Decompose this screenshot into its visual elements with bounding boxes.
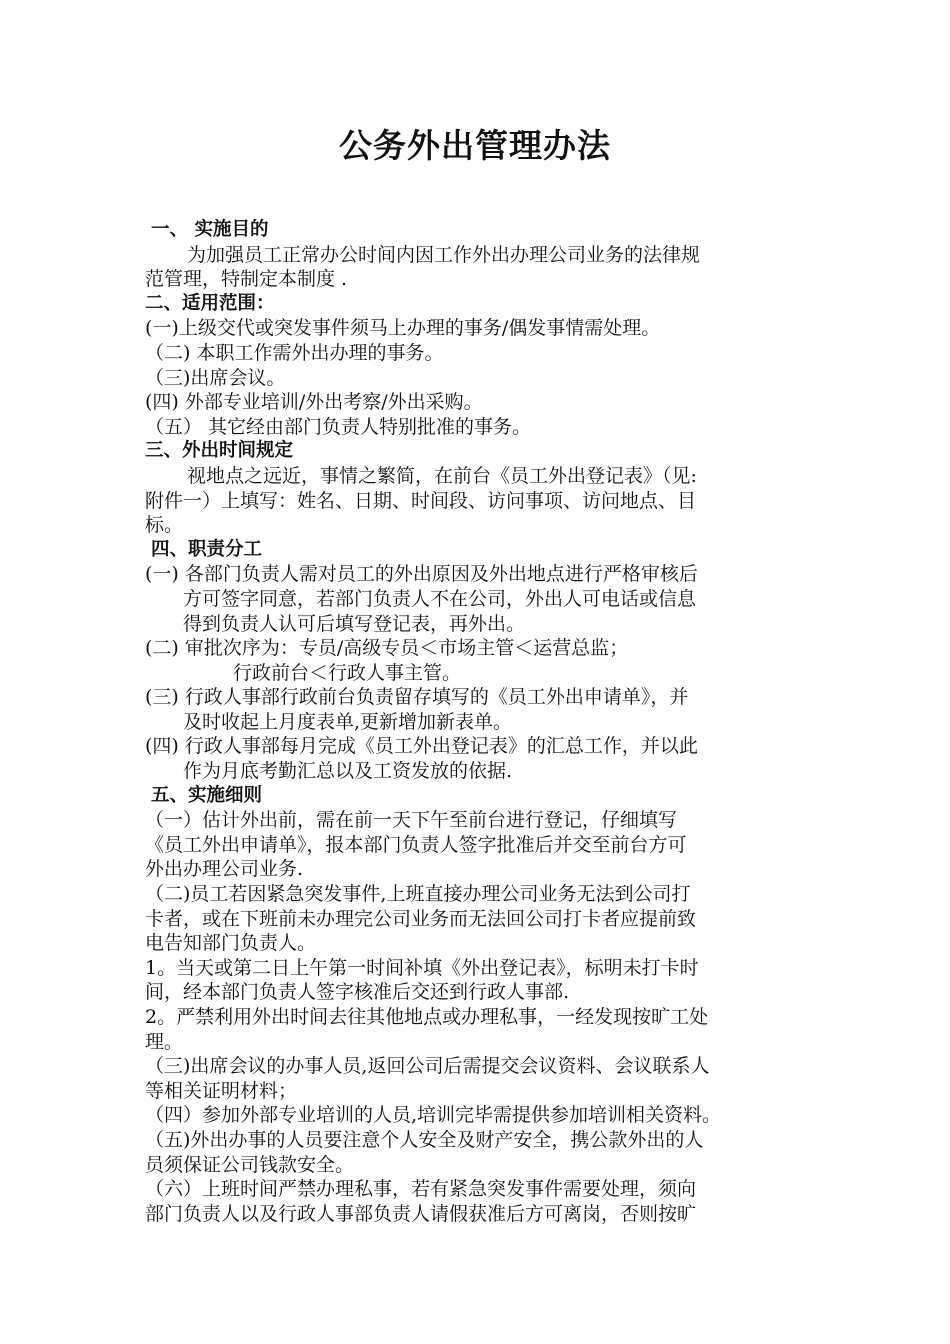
paragraph-line: （五)外出办事的人员要注意个人安全及财产安全，携公款外出的人 [145, 1128, 704, 1151]
paragraph-line: 员须保证公司钱款安全。 [145, 1153, 355, 1176]
paragraph-line: 等相关证明材料； [145, 1079, 298, 1102]
paragraph-line: （三)出席会议的办事人员,返回公司后需提交会议资料、会议联系人 [145, 1055, 710, 1078]
paragraph-line: 附件一）上填写：姓名、日期、时间段、访问事项、访问地点、目 [145, 489, 697, 512]
section-heading-responsibilities: 四、职责分工 [151, 538, 263, 560]
list-item: (一) 各部门负责人需对员工的外出原因及外出地点进行严格审核后 [145, 563, 698, 586]
paragraph-line: 卡者，或在下班前未办理完公司业务而无法回公司打卡者应提前致 [145, 907, 697, 930]
list-item-continuation: 作为月底考勤汇总以及工资发放的依据. [183, 760, 513, 783]
paragraph-line: （六）上班时间严禁办理私事，若有紧急突发事件需要处理，须向 [145, 1178, 697, 1201]
list-item: (四) 外部专业培训/外出考察/外出采购。 [145, 391, 483, 414]
paragraph-line: （二)员工若因紧急突发事件,上班直接办理公司业务无法到公司打 [145, 883, 691, 906]
list-item: (三) 行政人事部行政前台负责留存填写的《员工外出申请单》，并 [145, 686, 689, 709]
paragraph-line: 理。 [145, 1030, 184, 1053]
list-item: (四) 行政人事部每月完成《员工外出登记表》的汇总工作，并以此 [145, 735, 698, 758]
paragraph-line: 间，经本部门负责人签字核准后交还到行政人事部. [145, 981, 570, 1004]
paragraph-line: 为加强员工正常办公时间内因工作外出办理公司业务的法律规 [187, 243, 701, 266]
paragraph-line: 视地点之远近，事情之繁简，在前台《员工外出登记表》（见: [187, 464, 697, 487]
list-item-continuation: 得到负责人认可后填写登记表，再外出。 [183, 612, 526, 635]
list-item-continuation: 方可签字同意，若部门负责人不在公司，外出人可电话或信息 [183, 587, 697, 610]
list-item-continuation: 行政前台＜行政人事主管。 [233, 661, 462, 684]
paragraph-line: 《员工外出申请单》，报本部门负责人签字批准后并交至前台方可 [145, 833, 687, 856]
list-item: （五） 其它经由部门负责人特别批准的事务。 [145, 415, 532, 438]
paragraph-line: 部门负责人以及行政人事部负责人请假获准后方可离岗，否则按旷 [145, 1202, 697, 1225]
paragraph-line: 电告知部门负责人。 [145, 932, 317, 955]
section-heading-purpose: 一、 实施目的 [151, 219, 269, 240]
paragraph-line: 标。 [145, 514, 184, 537]
list-item: （二) 本职工作需外出办理的事务。 [145, 341, 444, 364]
list-item: (二) 审批次序为：专员/高级专员＜市场主管＜运营总监； [145, 637, 629, 660]
paragraph-line: 1。当天或第二日上午第一时间补填《外出登记表》，标明未打卡时 [145, 956, 699, 979]
document-title: 公务外出管理办法 [339, 126, 611, 165]
paragraph-line: （一）估计外出前，需在前一天下午至前台进行登记，仔细填写 [145, 809, 678, 832]
paragraph-line: 外出办理公司业务. [145, 858, 304, 881]
section-heading-scope: 二、适用范围： [145, 292, 275, 314]
list-item: （三)出席会议。 [145, 366, 286, 389]
section-heading-time-rules: 三、外出时间规定 [145, 440, 294, 462]
paragraph-line: 范管理，特制定本制度 . [145, 268, 348, 291]
paragraph-line: （四）参加外部专业培训的人员,培训完毕需提供参加培训相关资料。 [145, 1104, 722, 1127]
list-item-continuation: 及时收起上月度表单,更新增加新表单。 [183, 710, 513, 733]
list-item: (一)上级交代或突发事件须马上办理的事务/偶发事情需处理。 [145, 317, 661, 340]
document-body [145, 218, 813, 1226]
paragraph-line: 2。严禁利用外出时间去往其他地点或办理私事，一经发现按旷工处 [145, 1006, 709, 1028]
section-heading-details: 五、实施细则 [151, 784, 263, 806]
